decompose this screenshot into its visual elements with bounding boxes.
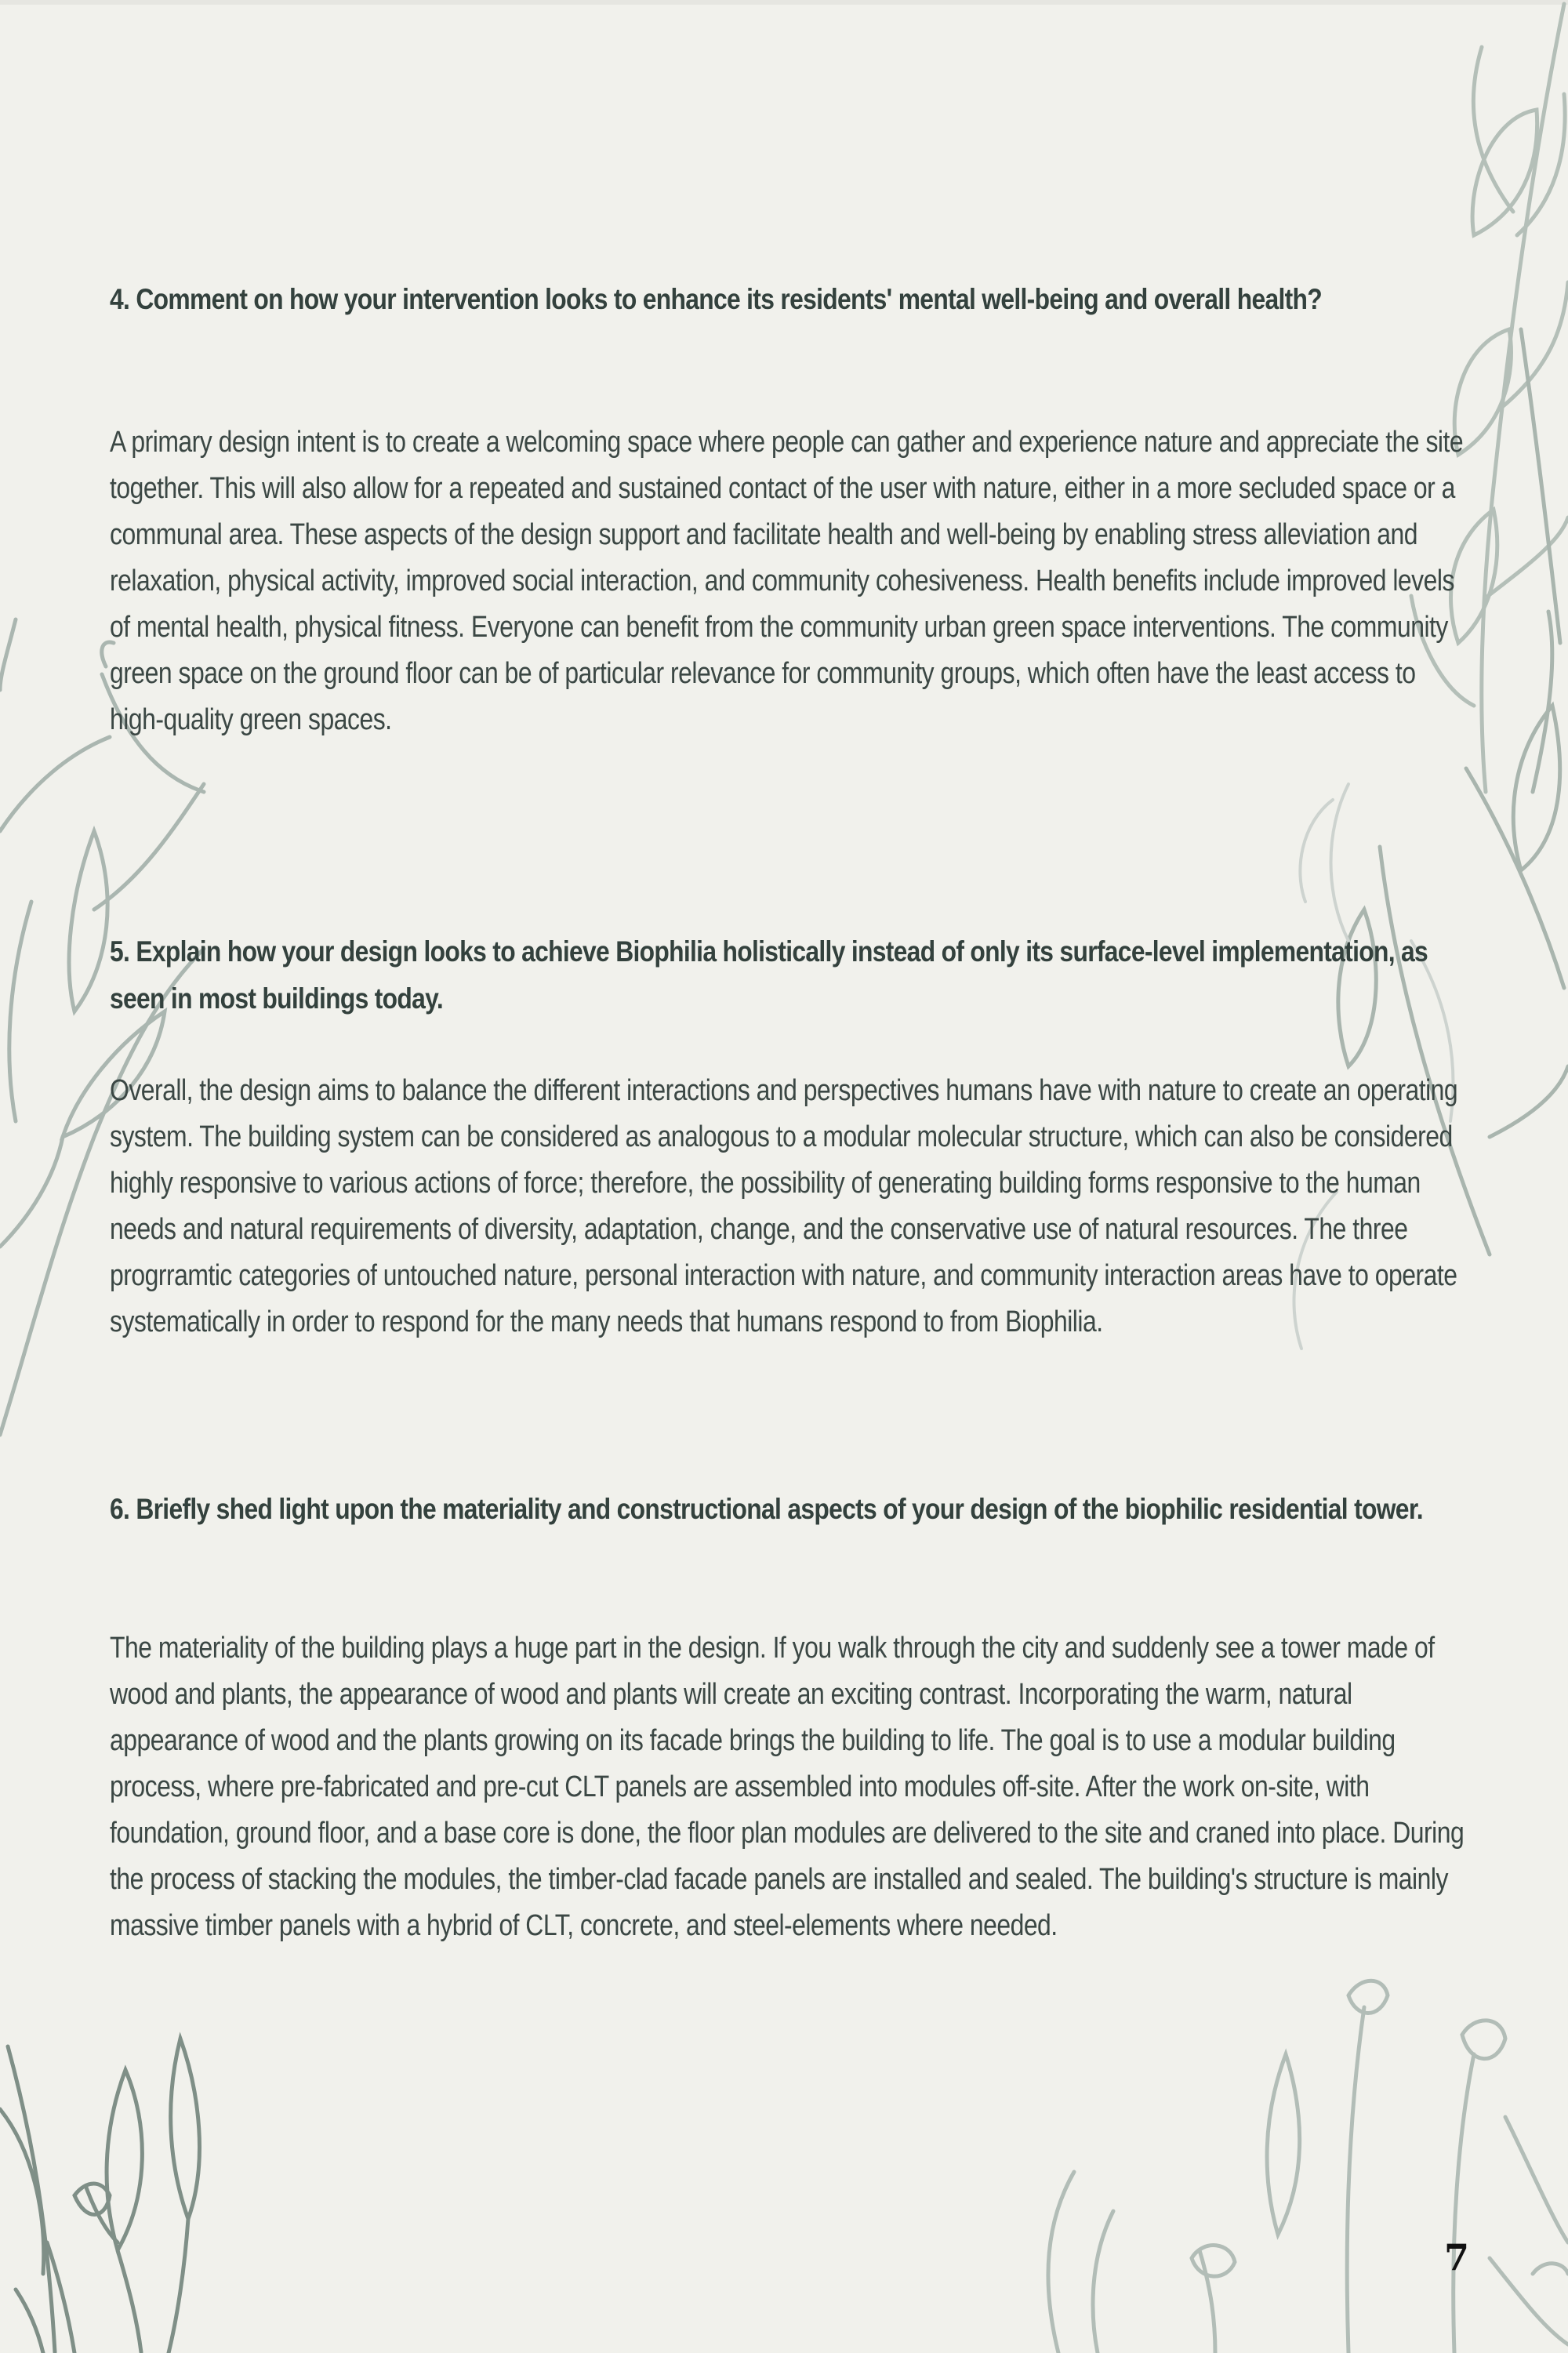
question-5-heading: 5. Explain how your design looks to achieve Biophilia holistically instead of only its surface-level implementation, as seen in most buildings today. (110, 935, 1428, 1015)
answer-5-paragraph: Overall, the design aims to balance the different interactions and perspectives humans have with nature to create an operating system. The building system can be considered as analogous to a modular molecular structure, which can also be considered highly responsive to various actions of force; therefore, the possibility of generating building forms responsive to the human needs and natural requirements of diversity, adaptation, change, and the conservative use of natural resources. The three progrramtic categories of untouched nature, personal interaction with nature, and community interaction areas have to operate systematically in order to respond for the many needs that humans respond to from Biophilia. (110, 1074, 1458, 1338)
page-number: 7 (1444, 2236, 1470, 2279)
question-4-heading: 4. Comment on how your intervention looks to enhance its residents' mental well-being and overall health? (110, 283, 1323, 315)
answer-4-paragraph: A primary design intent is to create a welcoming space where people can gather and experience nature and appreciate the site together. This will also allow for a repeated and sustained contact of the user with nature, either in a more secluded space or a communal area. These aspects of the design support and facilitate health and well-being by enabling stress alleviation and relaxation, physical activity, improved social interaction, and community cohesiveness. Health benefits include improved levels of mental health, physical fitness. Everyone can benefit from the community urban green space interventions. The community green space on the ground floor can be of particular relevance for community groups, which often have the least access to high-quality green spaces. (110, 426, 1464, 736)
top-edge (0, 0, 1568, 5)
question-6-heading: 6. Briefly shed light upon the materiality and constructional aspects of your design of the biophilic residential tower. (110, 1493, 1423, 1525)
answer-6-paragraph: The materiality of the building plays a huge part in the design. If you walk through the city and suddenly see a tower made of wood and plants, the appearance of wood and plants will create an exciting contrast. Incorporating the warm, natural appearance of wood and the plants growing on its facade brings the building to life. The goal is to use a modular building process, where pre-fabricated and pre-cut CLT panels are assembled into modules off-site. After the work on-site, with foundation, ground floor, and a base core is done, the floor plan modules are delivered to the site and craned into place. During the process of stacking the modules, the timber-clad facade panels are installed and sealed. The building's structure is mainly massive timber panels with a hybrid of CLT, concrete, and steel-elements where needed. (110, 1632, 1465, 1942)
